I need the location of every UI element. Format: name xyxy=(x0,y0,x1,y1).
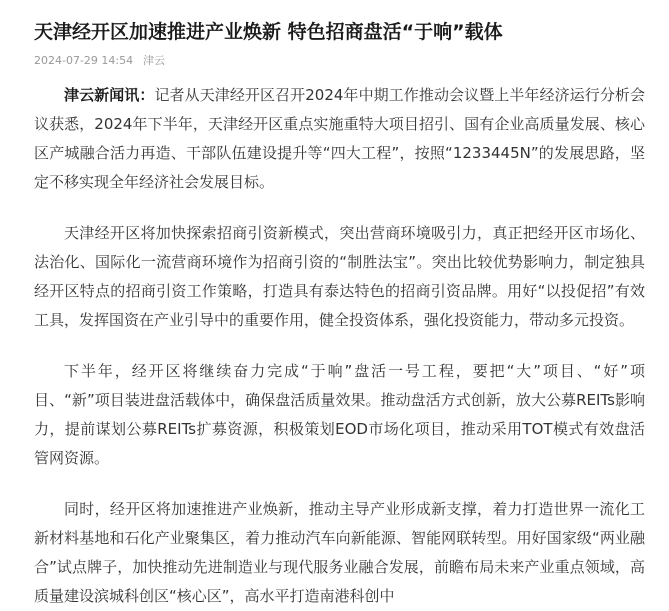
publish-date: 2024-07-29 14:54 xyxy=(34,54,134,67)
paragraph-1-text: 记者从天津经开区召开2024年中期工作推动会议暨上半年经济运行分析会议获悉，2024年下半年，天津经开区重点实施重特大项目招引、国有企业高质量发展、核心区产城融合活力再造、干部队伍建设提升等“四大工程”，按照“1233445N”的发展思路，坚定不移实现全年经济社会发展目标。 xyxy=(34,86,645,191)
paragraph-2: 天津经开区将加快探索招商引资新模式，突出营商环境吸引力，真正把经开区市场化、法治化、国际化一流营商环境作为招商引资的“制胜法宝”。突出比较优势影响力，制定独具经开区特点的招商引资工作策略，打造具有泰达特色的招商引资品牌。用好“以投促招”有效工具，发挥国资在产业引导中的重要作用，健全投资体系，强化投资能力，带动多元投资。 xyxy=(34,224,645,329)
article-source: 津云 xyxy=(143,54,166,67)
paragraph-1 xyxy=(34,81,645,197)
article-body xyxy=(34,81,645,611)
article-title: 天津经开区加速推进产业焕新 特色招商盘活“于响”载体 xyxy=(34,21,503,43)
article-meta xyxy=(34,53,645,69)
lead-label: 津云新闻讯： xyxy=(64,86,155,104)
paragraph-3: 下半年，经开区将继续奋力完成“于响”盘活一号工程，要把“大”项目、“好”项目、“新”项目装进盘活载体中，确保盘活质量效果。推动盘活方式创新，放大公募REITs影响力，提前谋划公募REITs扩募资源，积极策划EOD市场化项目，推动采用TOT模式有效盘活管网资源。 xyxy=(34,362,645,467)
paragraph-4: 同时，经开区将加速推进产业焕新，推动主导产业形成新支撑，着力打造世界一流化工新材料基地和石化产业聚集区，着力推动汽车向新能源、智能网联转型。用好国家级“两业融合”试点牌子，加快推动先进制造业与现代服务业融合发展，前瞻布局未来产业重点领域，高质量建设滨城科创区“核心区”，高水平打造南港科创中 xyxy=(34,500,645,605)
